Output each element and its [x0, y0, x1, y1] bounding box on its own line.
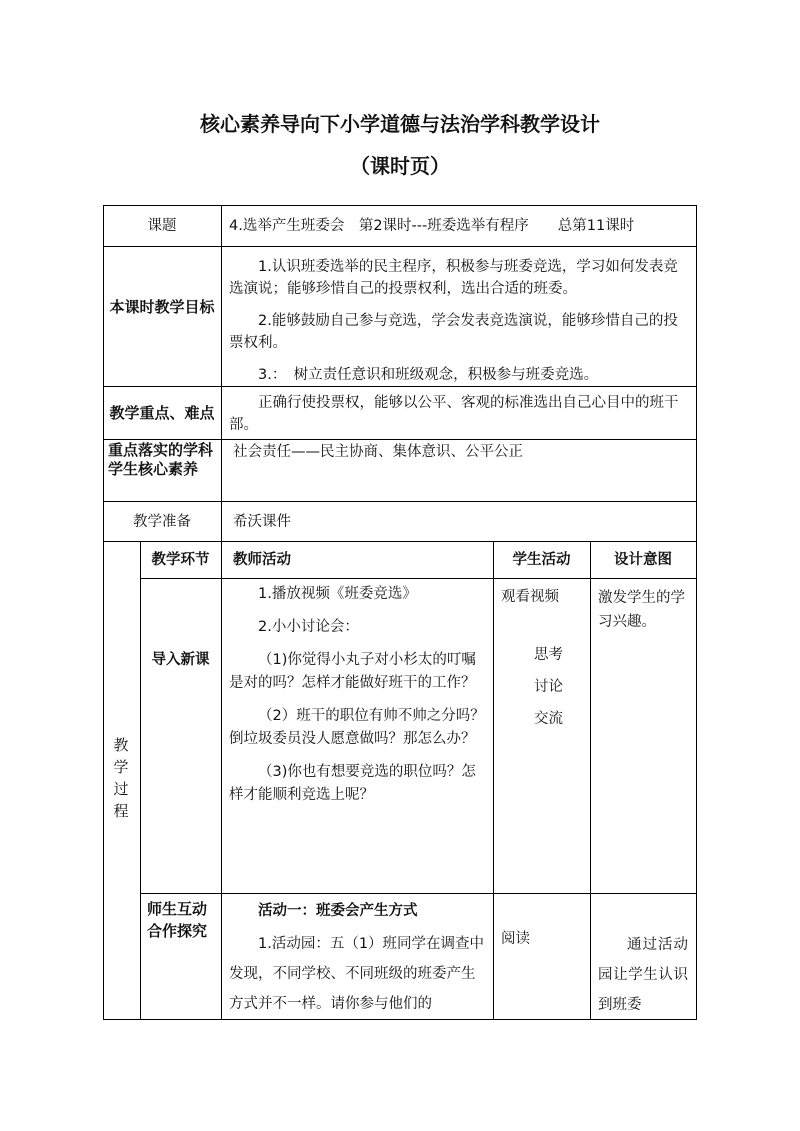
- stage-1-teacher-line: （1)你觉得小丸子对小杉太的叮嘱是对的吗？怎样才能做好班干的工作？: [229, 652, 476, 691]
- header-stage: 教学环节: [151, 552, 210, 568]
- stage-1-teacher: [229, 583, 487, 817]
- goal-item-2: 2.能够鼓励自己参与竞选，学会发表竞选演说，能够珍惜自己的投票权利。: [229, 313, 678, 351]
- stage-1-student-4: 交流: [534, 711, 563, 727]
- stage-2-student-1: 阅读: [501, 931, 530, 947]
- prep-label: 教学准备: [133, 514, 191, 530]
- prep-value: 希沃课件: [233, 514, 291, 530]
- stage-1-teacher-line: 1.播放视频《班委竞选》: [258, 586, 417, 602]
- goal-item-3: 3.： 树立责任意识和班级观念，积极参与班委竞选。: [258, 367, 599, 383]
- goals-list: [229, 256, 689, 396]
- core-literacy-label: 重点落实的学科学生核心素养: [108, 441, 214, 478]
- stage-2-teacher-line: 1.活动园：五（1）班同学在调查中发现，不同学校、不同班级的班委产生方式并不一样。请你参与他们的: [229, 936, 485, 1012]
- stage-2-name: 师生互动合作探究: [147, 900, 208, 940]
- stage-2-teacher-heading: 活动一：班委会产生方式: [258, 903, 418, 919]
- header-student: 学生活动: [512, 552, 571, 568]
- topic-value: 4.选举产生班委会 第2课时---班委选举有程序 总第11课时: [229, 218, 635, 234]
- stage-1-name: 导入新课: [151, 652, 210, 668]
- key-points-label: 教学重点、难点: [109, 404, 215, 422]
- header-intent: 设计意图: [614, 552, 672, 568]
- page-title: 核心素养导向下小学道德与法治学科教学设计: [200, 112, 600, 136]
- stage-1-student-2: 思考: [534, 647, 563, 663]
- stage-2-teacher: [229, 900, 487, 1029]
- goal-item-1: 1.认识班委选举的民主程序，积极参与班委竞选，学习如何发表竞选演说；能够珍惜自己的投票权利，选出合适的班委。: [229, 259, 678, 297]
- stage-1-teacher-line: 2.小小讨论会：: [258, 619, 359, 635]
- page-subtitle: （课时页）: [350, 154, 450, 178]
- stage-1-intent: 激发学生的学习兴趣。: [598, 590, 685, 630]
- key-points-value: 正确行使投票权，能够以公平、客观的标准选出自己心目中的班干部。: [229, 395, 679, 433]
- stage-2-intent: 通过活动园让学生认识到班委: [598, 937, 688, 1013]
- header-teacher: 教师活动: [233, 552, 291, 568]
- stage-1-student-3: 讨论: [534, 679, 563, 695]
- stage-1-teacher-line: （2）班干的职位有帅不帅之分吗？倒垃圾委员没人愿意做吗？那怎么办？: [229, 708, 485, 747]
- stage-1-teacher-line: （3)你也有想要竞选的职位吗？怎样才能顺利竞选上呢？: [229, 764, 476, 803]
- process-side-label: 教学过程: [113, 736, 129, 820]
- goals-label: 本课时教学目标: [109, 298, 215, 316]
- core-literacy-value: 社会责任——民主协商、集体意识、公平公正: [233, 444, 523, 460]
- stage-1-student-1: 观看视频: [501, 589, 559, 605]
- topic-label: 课题: [147, 218, 177, 234]
